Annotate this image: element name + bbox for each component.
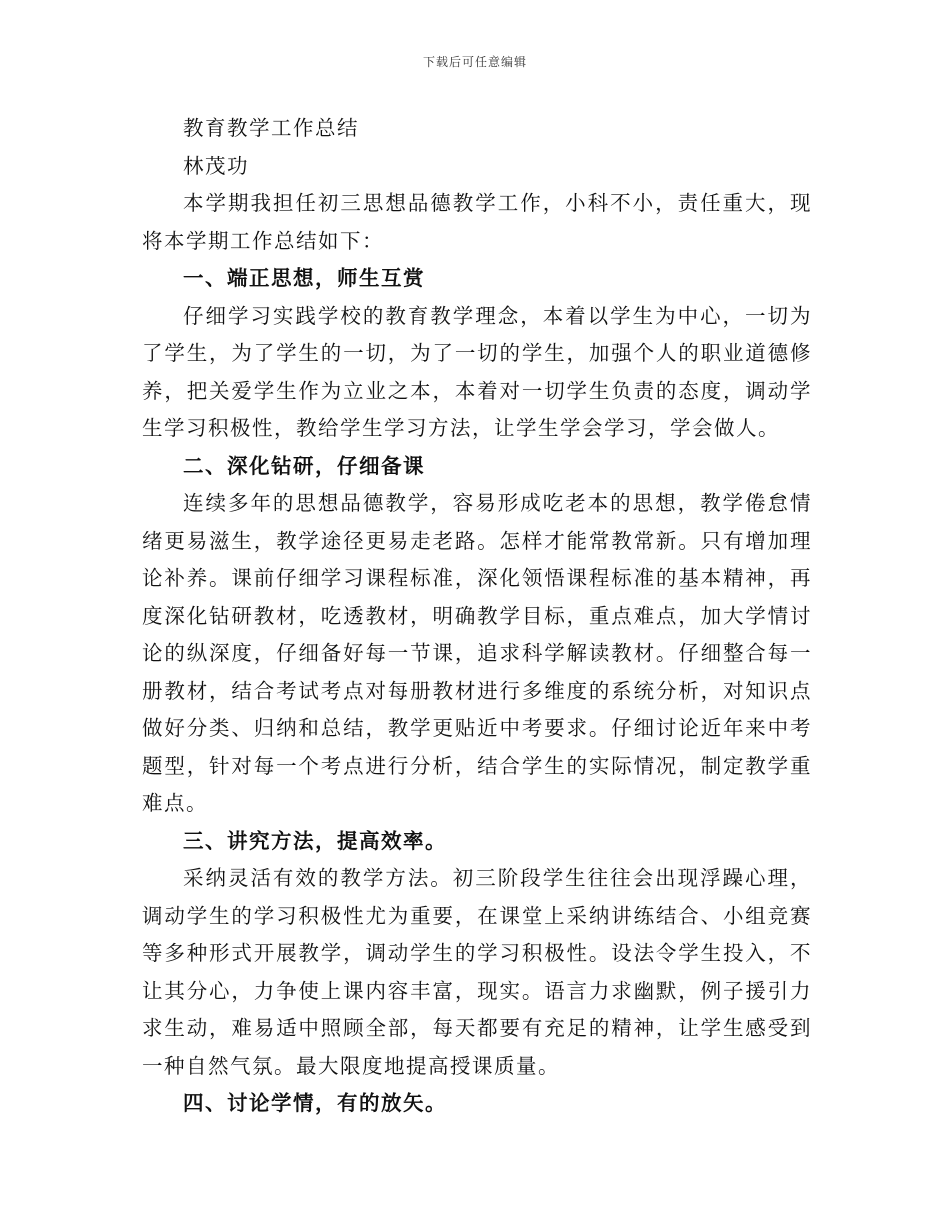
section-heading-1: 一、端正思想，师生互赏 xyxy=(183,266,425,290)
intro-paragraph: 本学期我担任初三思想品德教学工作，小科不小，责任重大，现将本学期工作总结如下： xyxy=(142,191,812,253)
section-heading-2: 二、深化钻研，仔细备课 xyxy=(183,453,425,478)
page-header-note: 下载后可任意编辑 xyxy=(422,55,527,69)
section-body-1: 仔细学习实践学校的教育教学理念，本着以学生为中心，一切为了学生，为了学生的一切，为了一切的学生，加强个人的职业道德修养，把关爱学生作为立业之本，本着对一切学生负责的态度，调动学生学习积极性，教给学生学习方法，让学生学会学习，学会做人。 xyxy=(142,303,812,440)
section-body-2: 连续多年的思想品德教学，容易形成吃老本的思想，教学倦怠情绪更易滋生，教学途径更易走老路。怎样才能常教常新。只有增加理论补养。课前仔细学习课程标准，深化领悟课程标准的基本精神，再度深化钻研教材，吃透教材，明确教学目标，重点难点，加大学情讨论的纵深度，仔细备好每一节课，追求科学解读教材。仔细整合每一册教材，结合考试考点对每册教材进行多维度的系统分析，对知识点做好分类、归纳和总结，教学更贴近中考要求。仔细讨论近年来中考题型，针对每一个考点进行分析，结合学生的实际情况，制定教学重难点。 xyxy=(142,491,812,815)
document-author: 林茂功 xyxy=(183,153,249,178)
document-body xyxy=(142,110,812,1123)
section-heading-4: 四、讨论学情，有的放矢。 xyxy=(183,1091,447,1115)
section-heading-3: 三、讲究方法，提高效率。 xyxy=(183,828,447,853)
section-body-3: 采纳灵活有效的教学方法。初三阶段学生往往会出现浮躁心理，调动学生的学习积极性尤为重要，在课堂上采纳讲练结合、小组竞赛等多种形式开展教学，调动学生的学习积极性。设法令学生投入，不让其分心，力争使上课内容丰富，现实。语言力求幽默，例子援引力求生动，难易适中照顾全部，每天都要有充足的精神，让学生感受到一种自然气氛。最大限度地提高授课质量。 xyxy=(142,866,812,1078)
document-title: 教育教学工作总结 xyxy=(183,116,359,140)
